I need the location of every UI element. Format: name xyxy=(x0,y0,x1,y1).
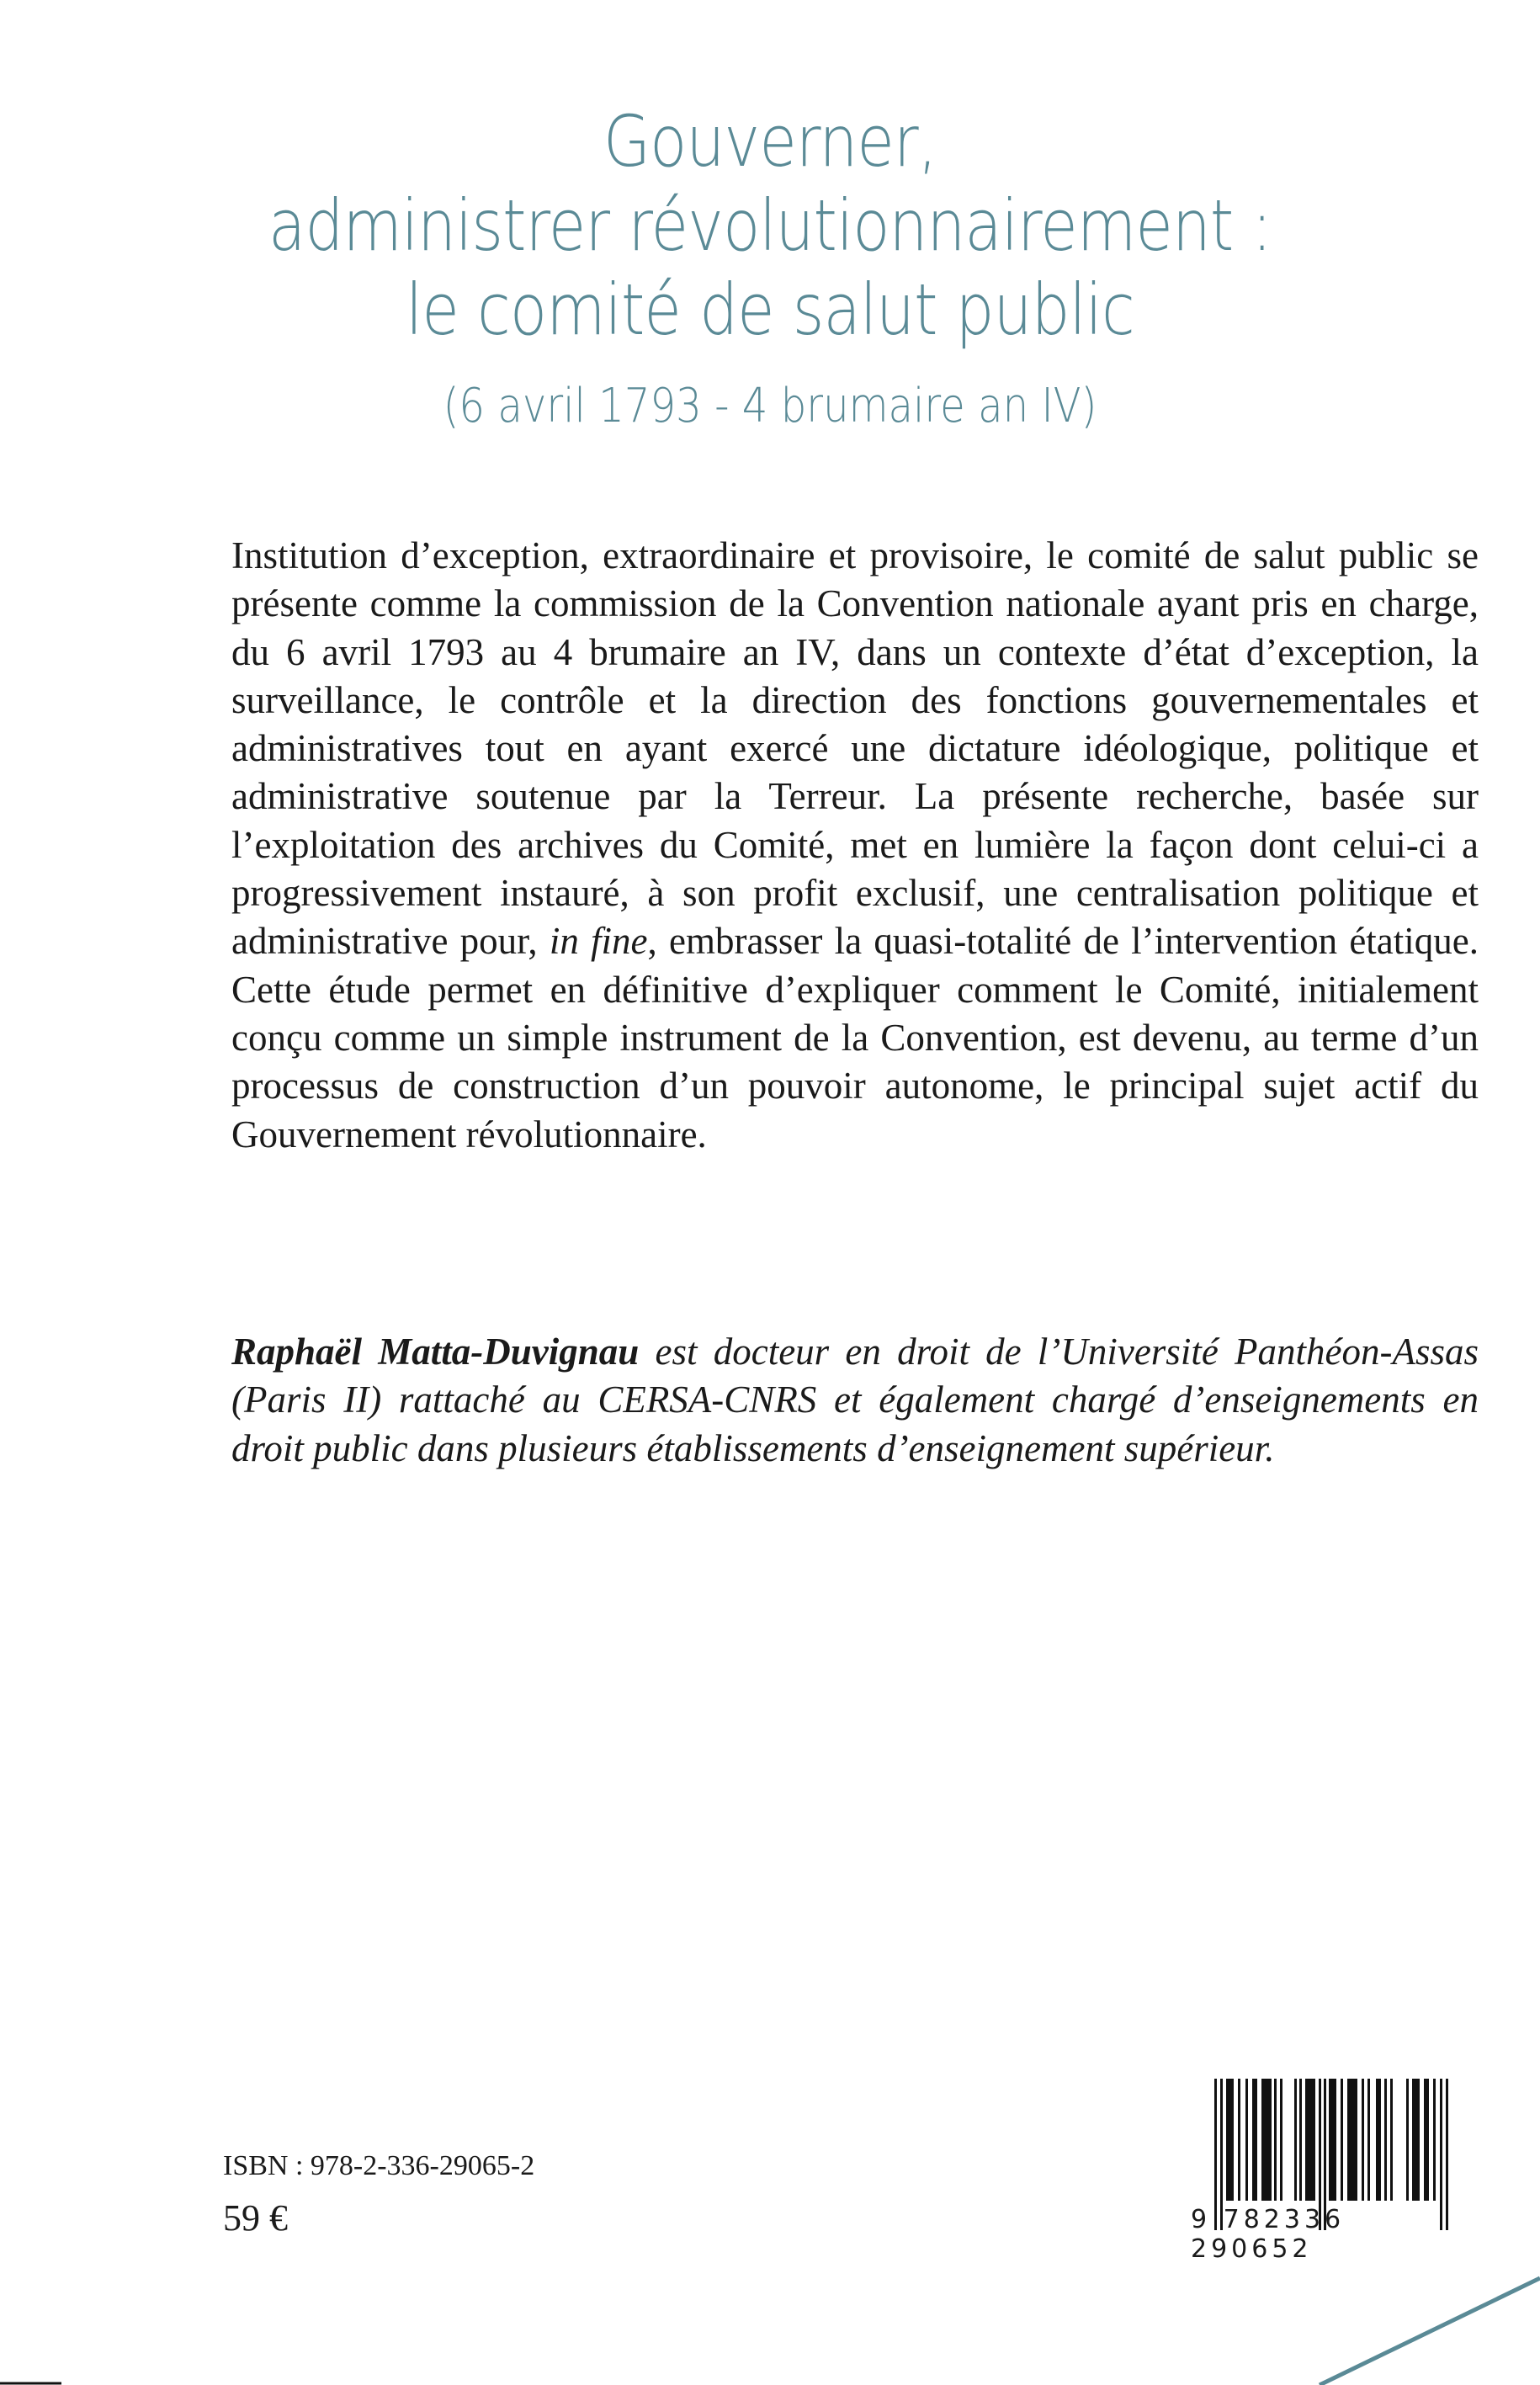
barcode-digits: 9 782336 290652 xyxy=(1191,2205,1346,2264)
title-line-1: Gouverner, xyxy=(603,100,937,183)
title-line-2: administrer révolutionnairement : xyxy=(268,184,1272,267)
author-name: Raphaël Matta-Duvignau xyxy=(231,1331,640,1373)
summary-paragraph xyxy=(231,532,1479,1159)
subtitle-dates: (6 avril 1793 - 4 brumaire an IV) xyxy=(443,379,1097,433)
author-bio xyxy=(231,1328,1479,1473)
cover-title-block xyxy=(0,99,1540,436)
title-line-3: le comité de salut public xyxy=(406,268,1134,351)
isbn-label: ISBN : 978-2-336-29065-2 xyxy=(223,2150,535,2181)
summary-part-2: , embrasser la quasi-totalité de l’intervention étatique. Cette étude permet en définitive d’expliquer comment le Comité, initialement conçu comme un simple instrument de la Convention, est devenu, au terme d’un processus de construction d’un pouvoir autonome, le principal sujet actif du Gouvernement révolutionnaire. xyxy=(231,920,1479,1155)
price-label: 59 € xyxy=(223,2197,288,2239)
author-bio-text: est docteur en droit de l’Université Panthéon-Assas (Paris II) rattaché au CERSA-CNRS et également chargé d’enseignements en droit public dans plusieurs établissements d’enseignement supérieur. xyxy=(231,1331,1479,1469)
summary-part-1: Institution d’exception, extraordinaire et provisoire, le comité de salut public se présente comme la commission de la Convention nationale ayant pris en charge, du 6 avril 1793 au 4 brumaire an IV, dans un contexte d’état d’exception, la surveillance, le contrôle et la direction des fonctions gouvernementales et administratives tout en ayant exercé une dictature idéologique, politique et administrative soutenue par la Terreur. La présente recherche, basée sur l’exploitation des archives du Comité, met en lumière la façon dont celui-ci a progressivement instauré, à son profit exclusif, une centralisation politique et administrative pour, xyxy=(231,534,1479,963)
summary-italic: in fine xyxy=(549,920,648,963)
